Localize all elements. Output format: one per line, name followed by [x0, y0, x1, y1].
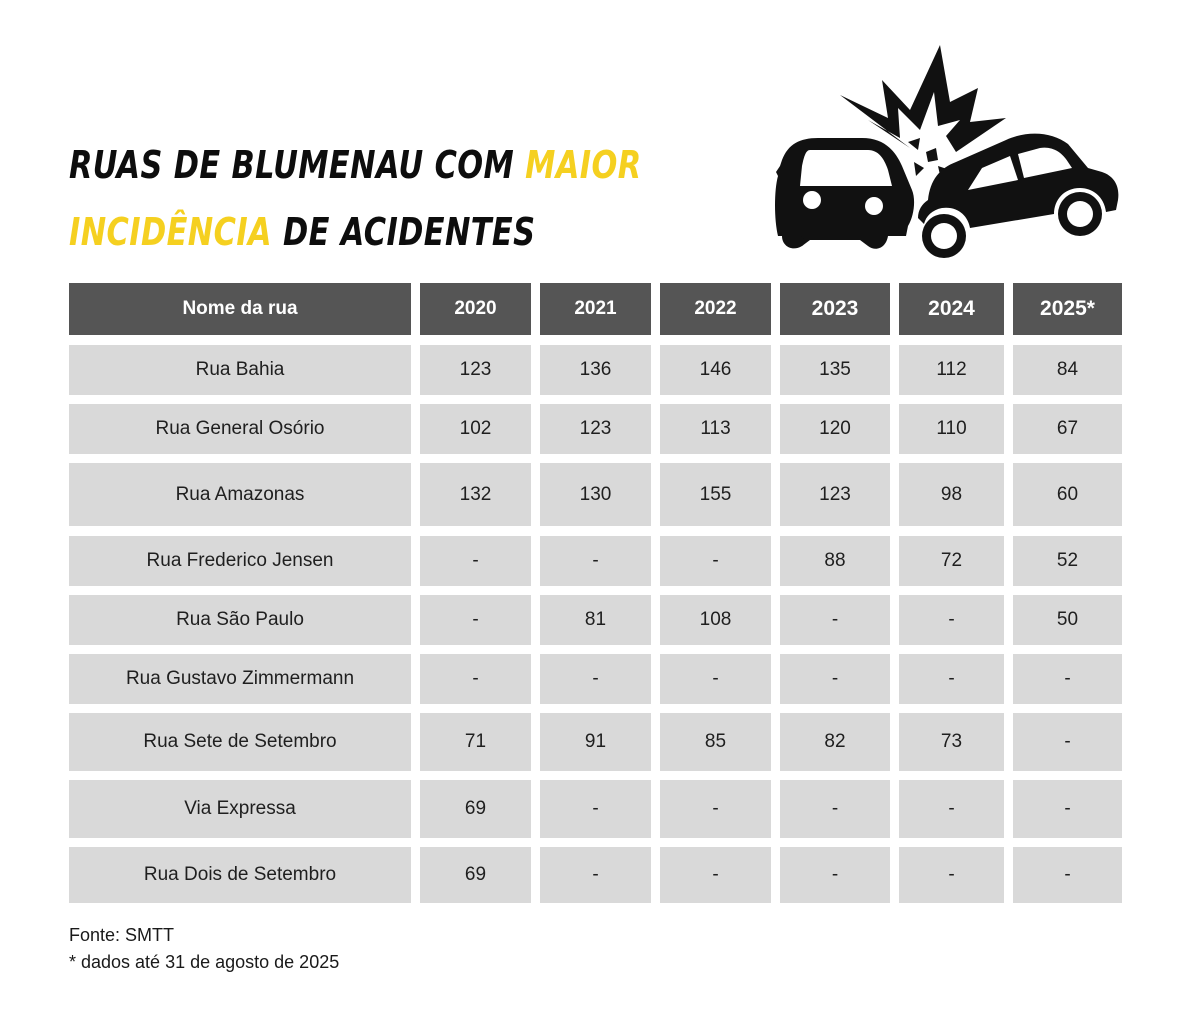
value-cell: - — [420, 654, 531, 704]
value-cell: 130 — [540, 463, 651, 526]
value-cell: - — [540, 847, 651, 903]
table-row — [69, 780, 1122, 838]
value-cell: - — [780, 847, 890, 903]
page-title — [69, 132, 642, 266]
value-cell: - — [420, 536, 531, 586]
value-cell: 98 — [899, 463, 1004, 526]
footnotes — [69, 922, 339, 976]
table-row — [69, 595, 1122, 645]
title-text: DE ACIDENTES — [271, 210, 536, 254]
street-name-cell: Rua Dois de Setembro — [69, 847, 411, 903]
street-name-cell: Rua Amazonas — [69, 463, 411, 526]
street-name-cell: Rua Gustavo Zimmermann — [69, 654, 411, 704]
value-cell: 102 — [420, 404, 531, 454]
column-header: 2022 — [660, 283, 771, 335]
column-header: 2021 — [540, 283, 651, 335]
source-note: Fonte: SMTT — [69, 925, 175, 945]
explosion-icon — [840, 45, 1006, 152]
value-cell: - — [660, 780, 771, 838]
street-name-cell: Via Expressa — [69, 780, 411, 838]
value-cell: 85 — [660, 713, 771, 771]
value-cell: - — [540, 536, 651, 586]
value-cell: - — [780, 595, 890, 645]
table-row — [69, 404, 1122, 454]
column-header: 2024 — [899, 283, 1004, 335]
table-row — [69, 536, 1122, 586]
table-row — [69, 847, 1122, 903]
value-cell: 136 — [540, 345, 651, 395]
value-cell: - — [899, 654, 1004, 704]
column-header: 2023 — [780, 283, 890, 335]
right-car-icon — [918, 134, 1118, 258]
column-header: 2025* — [1013, 283, 1122, 335]
value-cell: - — [1013, 780, 1122, 838]
value-cell: - — [420, 595, 531, 645]
value-cell: 84 — [1013, 345, 1122, 395]
street-name-cell: Rua General Osório — [69, 404, 411, 454]
value-cell: 81 — [540, 595, 651, 645]
value-cell: 52 — [1013, 536, 1122, 586]
title-text: RUAS DE BLUMENAU COM — [69, 143, 526, 187]
value-cell: 132 — [420, 463, 531, 526]
value-cell: - — [899, 595, 1004, 645]
title-line-2 — [69, 199, 642, 266]
value-cell: - — [660, 847, 771, 903]
value-cell: 82 — [780, 713, 890, 771]
value-cell: 91 — [540, 713, 651, 771]
title-line-1 — [69, 132, 642, 199]
value-cell: 67 — [1013, 404, 1122, 454]
street-name-cell: Rua Frederico Jensen — [69, 536, 411, 586]
value-cell: 60 — [1013, 463, 1122, 526]
table-row — [69, 345, 1122, 395]
title-highlight: MAIOR — [525, 143, 642, 187]
table-row — [69, 713, 1122, 771]
column-header: 2020 — [420, 283, 531, 335]
column-header: Nome da rua — [69, 283, 411, 335]
value-cell: - — [660, 654, 771, 704]
table-row — [69, 463, 1122, 526]
value-cell: 123 — [540, 404, 651, 454]
value-cell: 88 — [780, 536, 890, 586]
car-crash-icon — [770, 40, 1125, 265]
value-cell: 123 — [420, 345, 531, 395]
value-cell: 113 — [660, 404, 771, 454]
table-row — [69, 654, 1122, 704]
street-name-cell: Rua Sete de Setembro — [69, 713, 411, 771]
value-cell: - — [1013, 654, 1122, 704]
street-name-cell: Rua Bahia — [69, 345, 411, 395]
value-cell: 69 — [420, 780, 531, 838]
value-cell: - — [1013, 847, 1122, 903]
value-cell: - — [660, 536, 771, 586]
value-cell: 108 — [660, 595, 771, 645]
table-header-row — [69, 283, 1122, 335]
value-cell: 72 — [899, 536, 1004, 586]
value-cell: - — [780, 654, 890, 704]
data-cutoff-note: * dados até 31 de agosto de 2025 — [69, 952, 340, 972]
value-cell: 120 — [780, 404, 890, 454]
value-cell: 69 — [420, 847, 531, 903]
value-cell: 110 — [899, 404, 1004, 454]
value-cell: - — [540, 654, 651, 704]
value-cell: - — [899, 780, 1004, 838]
value-cell: 50 — [1013, 595, 1122, 645]
value-cell: - — [1013, 713, 1122, 771]
value-cell: - — [899, 847, 1004, 903]
value-cell: 71 — [420, 713, 531, 771]
value-cell: 146 — [660, 345, 771, 395]
left-car-icon — [775, 138, 914, 249]
value-cell: 155 — [660, 463, 771, 526]
value-cell: 73 — [899, 713, 1004, 771]
value-cell: - — [780, 780, 890, 838]
value-cell: - — [540, 780, 651, 838]
value-cell: 135 — [780, 345, 890, 395]
title-highlight: INCIDÊNCIA — [69, 210, 272, 254]
value-cell: 123 — [780, 463, 890, 526]
value-cell: 112 — [899, 345, 1004, 395]
street-name-cell: Rua São Paulo — [69, 595, 411, 645]
